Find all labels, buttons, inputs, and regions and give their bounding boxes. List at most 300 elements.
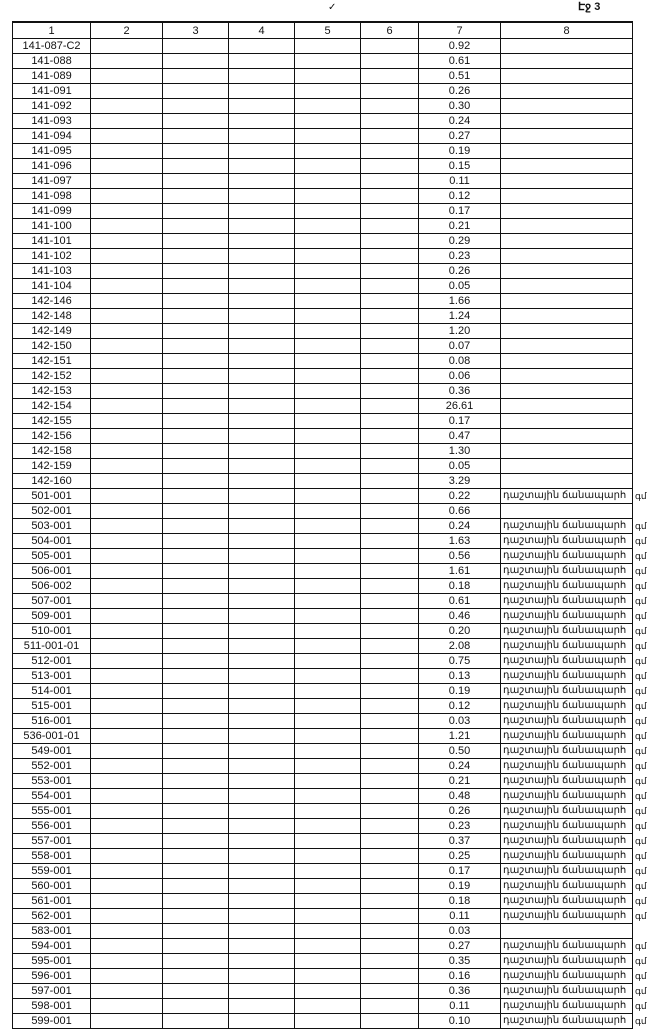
land-use-cell [501, 384, 633, 399]
parcel-id: 141-097 [13, 174, 91, 189]
empty-cell [295, 684, 361, 699]
empty-cell [229, 204, 295, 219]
empty-cell [229, 384, 295, 399]
land-use-cell [501, 924, 633, 939]
table-row [13, 564, 633, 579]
land-use-cell [501, 219, 633, 234]
land-use-cell [501, 624, 647, 639]
empty-cell [163, 384, 229, 399]
empty-cell [163, 909, 229, 924]
empty-cell [91, 864, 163, 879]
table-row [13, 444, 633, 459]
land-use-cell [501, 564, 647, 579]
table-row [13, 909, 633, 924]
empty-cell [361, 849, 419, 864]
empty-cell [91, 159, 163, 174]
parcel-id: 141-096 [13, 159, 91, 174]
cut-off-text: գմ [635, 866, 647, 876]
empty-cell [91, 654, 163, 669]
land-use-text: դաշտային ճանապարհ [503, 640, 627, 651]
parcel-id: 513-001 [13, 669, 91, 684]
land-use-cell [501, 159, 633, 174]
empty-cell [163, 939, 229, 954]
empty-cell [229, 309, 295, 324]
empty-cell [163, 804, 229, 819]
empty-cell [163, 744, 229, 759]
land-use-cell [501, 699, 647, 714]
empty-cell [163, 849, 229, 864]
empty-cell [229, 879, 295, 894]
parcel-id: 555-001 [13, 804, 91, 819]
land-use-text: դաշտային ճանապարհ [503, 625, 627, 636]
land-use-cell [501, 1014, 647, 1029]
empty-cell [295, 744, 361, 759]
parcel-id: 141-091 [13, 84, 91, 99]
col-header-2: 2 [91, 22, 163, 39]
empty-cell [361, 159, 419, 174]
cut-off-text: գմ [635, 791, 647, 801]
parcel-id: 514-001 [13, 684, 91, 699]
empty-cell [163, 579, 229, 594]
empty-cell [361, 534, 419, 549]
empty-cell [361, 99, 419, 114]
empty-cell [91, 474, 163, 489]
parcel-id: 141-095 [13, 144, 91, 159]
land-use-text: դաշտային ճանապարհ [503, 910, 627, 921]
empty-cell [91, 279, 163, 294]
empty-cell [163, 234, 229, 249]
area-value: 0.26 [419, 264, 501, 279]
area-value: 0.21 [419, 774, 501, 789]
empty-cell [229, 609, 295, 624]
land-use-cell [501, 759, 647, 774]
empty-cell [295, 129, 361, 144]
table-row [13, 144, 633, 159]
table-row [13, 879, 633, 894]
empty-cell [361, 864, 419, 879]
land-use-text: դաշտային ճանապարհ [503, 970, 627, 981]
empty-cell [295, 549, 361, 564]
empty-cell [91, 669, 163, 684]
cut-off-text: գմ [635, 641, 647, 651]
empty-cell [295, 864, 361, 879]
parcel-id: 142-153 [13, 384, 91, 399]
empty-cell [91, 234, 163, 249]
table-row [13, 714, 633, 729]
empty-cell [295, 339, 361, 354]
header-row [13, 22, 633, 39]
empty-cell [295, 99, 361, 114]
table-row [13, 699, 633, 714]
parcel-id: 556-001 [13, 819, 91, 834]
parcel-id: 141-087-C2 [13, 39, 91, 54]
empty-cell [91, 309, 163, 324]
empty-cell [361, 729, 419, 744]
empty-cell [229, 264, 295, 279]
parcel-id: 142-148 [13, 309, 91, 324]
land-use-cell [501, 264, 633, 279]
empty-cell [361, 924, 419, 939]
empty-cell [91, 144, 163, 159]
table-row [13, 264, 633, 279]
land-use-cell [501, 909, 647, 924]
parcel-id: 549-001 [13, 744, 91, 759]
table-row [13, 294, 633, 309]
area-value: 0.05 [419, 279, 501, 294]
empty-cell [229, 414, 295, 429]
empty-cell [163, 99, 229, 114]
cut-off-text: գմ [635, 836, 647, 846]
empty-cell [361, 114, 419, 129]
empty-cell [229, 84, 295, 99]
empty-cell [229, 924, 295, 939]
empty-cell [163, 309, 229, 324]
parcel-id: 142-156 [13, 429, 91, 444]
land-use-cell [501, 939, 647, 954]
area-value: 1.66 [419, 294, 501, 309]
empty-cell [295, 504, 361, 519]
parcel-id: 515-001 [13, 699, 91, 714]
area-value: 0.48 [419, 789, 501, 804]
land-use-text: դաշտային ճանապարհ [503, 565, 627, 576]
empty-cell [295, 189, 361, 204]
cut-off-text: գմ [635, 656, 647, 666]
empty-cell [229, 519, 295, 534]
empty-cell [295, 489, 361, 504]
empty-cell [361, 594, 419, 609]
table-row [13, 834, 633, 849]
land-use-text: դաշտային ճանապարհ [503, 610, 627, 621]
table-row [13, 819, 633, 834]
empty-cell [229, 744, 295, 759]
table-row [13, 744, 633, 759]
parcel-id: 510-001 [13, 624, 91, 639]
empty-cell [91, 879, 163, 894]
table-row [13, 69, 633, 84]
land-use-text: դաշտային ճանապարհ [503, 745, 627, 756]
land-use-cell [501, 474, 633, 489]
area-value: 0.24 [419, 519, 501, 534]
area-value: 0.07 [419, 339, 501, 354]
empty-cell [361, 969, 419, 984]
empty-cell [163, 684, 229, 699]
empty-cell [295, 204, 361, 219]
empty-cell [163, 54, 229, 69]
empty-cell [295, 939, 361, 954]
parcel-id: 142-146 [13, 294, 91, 309]
empty-cell [361, 309, 419, 324]
table-row [13, 504, 633, 519]
empty-cell [295, 639, 361, 654]
empty-cell [163, 294, 229, 309]
empty-cell [163, 789, 229, 804]
cut-off-text: գմ [635, 806, 647, 816]
empty-cell [229, 369, 295, 384]
empty-cell [163, 219, 229, 234]
land-use-cell [501, 969, 647, 984]
area-value: 0.36 [419, 984, 501, 999]
area-value: 0.16 [419, 969, 501, 984]
parcel-id: 511-001-01 [13, 639, 91, 654]
area-value: 0.19 [419, 879, 501, 894]
empty-cell [361, 414, 419, 429]
empty-cell [163, 654, 229, 669]
empty-cell [361, 234, 419, 249]
land-use-cell [501, 114, 633, 129]
empty-cell [361, 909, 419, 924]
land-use-cell [501, 729, 647, 744]
empty-cell [361, 459, 419, 474]
parcel-id: 598-001 [13, 999, 91, 1014]
empty-cell [163, 369, 229, 384]
empty-cell [229, 579, 295, 594]
empty-cell [229, 624, 295, 639]
table-row [13, 924, 633, 939]
empty-cell [295, 144, 361, 159]
empty-cell [229, 474, 295, 489]
col-header-5: 5 [295, 22, 361, 39]
page-number: Էջ 3 [578, 1, 601, 13]
area-value: 0.17 [419, 204, 501, 219]
empty-cell [229, 954, 295, 969]
area-value: 0.61 [419, 594, 501, 609]
empty-cell [229, 594, 295, 609]
land-use-text: դաշտային ճանապարհ [503, 895, 627, 906]
cut-off-text: գմ [635, 611, 647, 621]
parcel-id: 554-001 [13, 789, 91, 804]
empty-cell [361, 429, 419, 444]
empty-cell [295, 354, 361, 369]
empty-cell [91, 894, 163, 909]
table-row [13, 639, 633, 654]
land-use-cell [501, 879, 647, 894]
land-use-cell [501, 69, 633, 84]
empty-cell [91, 909, 163, 924]
empty-cell [163, 984, 229, 999]
empty-cell [295, 54, 361, 69]
empty-cell [361, 774, 419, 789]
empty-cell [361, 549, 419, 564]
empty-cell [295, 849, 361, 864]
cut-off-text: գմ [635, 536, 647, 546]
land-use-text: դաշտային ճանապարհ [503, 490, 627, 501]
land-use-cell [501, 189, 633, 204]
empty-cell [91, 939, 163, 954]
empty-cell [229, 789, 295, 804]
area-value: 0.03 [419, 714, 501, 729]
area-value: 0.05 [419, 459, 501, 474]
empty-cell [91, 339, 163, 354]
land-use-cell [501, 744, 647, 759]
parcel-id: 594-001 [13, 939, 91, 954]
area-value: 1.30 [419, 444, 501, 459]
empty-cell [91, 759, 163, 774]
empty-cell [91, 99, 163, 114]
parcel-id: 506-001 [13, 564, 91, 579]
empty-cell [163, 429, 229, 444]
empty-cell [163, 774, 229, 789]
table-row [13, 384, 633, 399]
area-value: 1.21 [419, 729, 501, 744]
empty-cell [229, 39, 295, 54]
empty-cell [91, 444, 163, 459]
col-header-8: 8 [501, 22, 633, 39]
empty-cell [91, 684, 163, 699]
empty-cell [295, 774, 361, 789]
empty-cell [361, 354, 419, 369]
area-value: 3.29 [419, 474, 501, 489]
empty-cell [361, 744, 419, 759]
parcel-id: 595-001 [13, 954, 91, 969]
empty-cell [91, 624, 163, 639]
empty-cell [361, 129, 419, 144]
empty-cell [91, 54, 163, 69]
empty-cell [91, 804, 163, 819]
land-use-cell [501, 834, 647, 849]
empty-cell [295, 579, 361, 594]
land-use-cell [501, 234, 633, 249]
cut-off-text: գմ [635, 521, 647, 531]
land-parcel-table [12, 21, 647, 1029]
land-use-text: դաշտային ճանապարհ [503, 550, 627, 561]
table-row [13, 669, 633, 684]
land-use-cell [501, 39, 633, 54]
empty-cell [163, 639, 229, 654]
land-use-cell [501, 204, 633, 219]
table-row [13, 939, 633, 954]
parcel-id: 141-088 [13, 54, 91, 69]
cut-off-text: գմ [635, 986, 647, 996]
parcel-id: 141-100 [13, 219, 91, 234]
empty-cell [163, 414, 229, 429]
empty-cell [91, 324, 163, 339]
table-row [13, 624, 633, 639]
empty-cell [361, 699, 419, 714]
empty-cell [91, 384, 163, 399]
table-row [13, 549, 633, 564]
empty-cell [295, 999, 361, 1014]
cut-off-text: գմ [635, 776, 647, 786]
check-mark: ✓ [328, 2, 337, 13]
empty-cell [295, 609, 361, 624]
land-use-cell [501, 954, 647, 969]
land-use-cell [501, 999, 647, 1014]
area-value: 0.30 [419, 99, 501, 114]
empty-cell [229, 564, 295, 579]
table-row [13, 474, 633, 489]
col-header-1: 1 [13, 22, 91, 39]
area-value: 0.24 [419, 114, 501, 129]
empty-cell [163, 354, 229, 369]
area-value: 0.15 [419, 159, 501, 174]
land-use-text: դաշտային ճանապարհ [503, 595, 627, 606]
empty-cell [229, 714, 295, 729]
parcel-id: 142-150 [13, 339, 91, 354]
empty-cell [163, 264, 229, 279]
area-value: 0.29 [419, 234, 501, 249]
land-use-cell [501, 459, 633, 474]
table-row [13, 729, 633, 744]
cut-off-text: գմ [635, 956, 647, 966]
empty-cell [91, 969, 163, 984]
parcel-id: 583-001 [13, 924, 91, 939]
land-use-cell [501, 669, 647, 684]
empty-cell [361, 279, 419, 294]
parcel-id: 501-001 [13, 489, 91, 504]
parcel-id: 504-001 [13, 534, 91, 549]
empty-cell [163, 189, 229, 204]
empty-cell [229, 234, 295, 249]
empty-cell [295, 114, 361, 129]
parcel-id: 507-001 [13, 594, 91, 609]
parcel-id: 142-149 [13, 324, 91, 339]
empty-cell [163, 84, 229, 99]
empty-cell [295, 819, 361, 834]
empty-cell [229, 549, 295, 564]
empty-cell [229, 429, 295, 444]
empty-cell [229, 54, 295, 69]
empty-cell [91, 204, 163, 219]
land-use-text: դաշտային ճանապարհ [503, 775, 627, 786]
cut-off-text: գմ [635, 701, 647, 711]
empty-cell [295, 804, 361, 819]
cut-off-text: գմ [635, 1001, 647, 1011]
empty-cell [229, 909, 295, 924]
area-value: 0.47 [419, 429, 501, 444]
parcel-id: 142-154 [13, 399, 91, 414]
empty-cell [295, 294, 361, 309]
land-use-cell [501, 294, 633, 309]
table-row [13, 984, 633, 999]
table-row [13, 789, 633, 804]
area-value: 0.11 [419, 174, 501, 189]
empty-cell [295, 429, 361, 444]
cut-off-text: գմ [635, 716, 647, 726]
table-row [13, 84, 633, 99]
empty-cell [163, 894, 229, 909]
land-use-cell [501, 984, 647, 999]
empty-cell [163, 114, 229, 129]
land-use-cell [501, 429, 633, 444]
area-value: 0.27 [419, 939, 501, 954]
land-use-text: դաշտային ճանապարհ [503, 760, 627, 771]
empty-cell [163, 1014, 229, 1029]
land-use-text: դաշտային ճանապարհ [503, 1000, 627, 1011]
parcel-id: 141-094 [13, 129, 91, 144]
empty-cell [361, 174, 419, 189]
empty-cell [361, 39, 419, 54]
area-value: 0.10 [419, 1014, 501, 1029]
empty-cell [229, 864, 295, 879]
parcel-id: 516-001 [13, 714, 91, 729]
land-use-text: դաշտային ճանապարհ [503, 730, 627, 741]
cut-off-text: գմ [635, 491, 647, 501]
empty-cell [163, 279, 229, 294]
parcel-id: 141-103 [13, 264, 91, 279]
table-row [13, 369, 633, 384]
land-use-cell [501, 894, 647, 909]
parcel-id: 505-001 [13, 549, 91, 564]
empty-cell [361, 339, 419, 354]
parcel-id: 141-092 [13, 99, 91, 114]
empty-cell [229, 939, 295, 954]
parcel-id: 553-001 [13, 774, 91, 789]
parcel-id: 141-098 [13, 189, 91, 204]
land-use-text: դաշտային ճանապարհ [503, 715, 627, 726]
empty-cell [91, 429, 163, 444]
empty-cell [295, 264, 361, 279]
empty-cell [229, 699, 295, 714]
